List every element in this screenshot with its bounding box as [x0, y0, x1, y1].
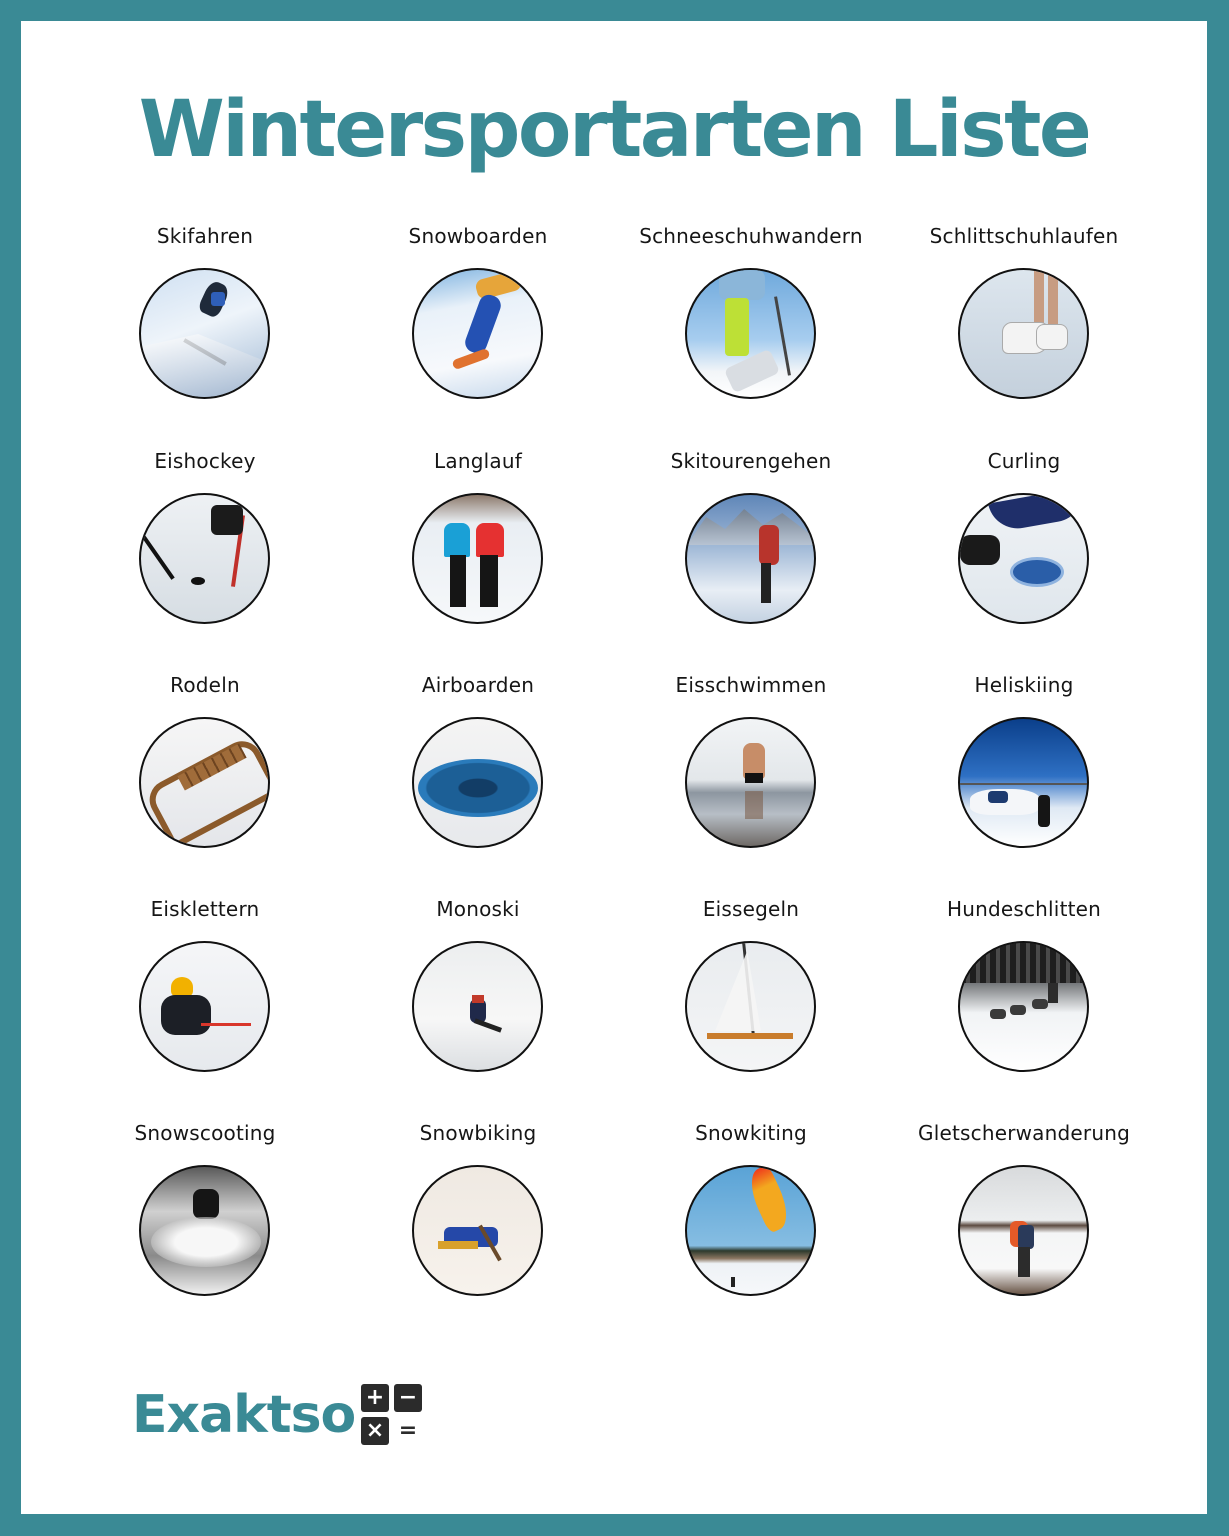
sport-card: [889, 670, 1159, 880]
sport-card: [889, 446, 1159, 656]
glacier-hiker-icon: [958, 1165, 1089, 1296]
photo-detail: [444, 523, 470, 557]
photo-detail: [438, 1241, 478, 1249]
photo-detail: [171, 977, 193, 997]
photo-detail: [462, 292, 503, 356]
sport-label: Snowkiting: [695, 1121, 807, 1145]
photo-detail: [1010, 557, 1064, 587]
sport-card: [70, 1118, 340, 1328]
page-title: Wintersportarten Liste: [138, 85, 1090, 175]
sport-card: [889, 221, 1159, 431]
monoski-icon: [412, 941, 543, 1072]
ice-swimmer-icon: [685, 717, 816, 848]
photo-detail: [472, 995, 484, 1003]
photo-detail: [1032, 999, 1048, 1009]
photo-detail: [988, 791, 1008, 803]
times-key-icon: ×: [361, 1417, 389, 1445]
sport-label: Schlittschuhlaufen: [929, 224, 1119, 248]
logo-wordmark: Exaktso: [132, 1385, 356, 1445]
sport-label: Gletscherwanderung: [918, 1121, 1130, 1145]
sport-card: [343, 1118, 613, 1328]
equals-key-icon: =: [398, 1418, 418, 1443]
photo-detail: [687, 505, 814, 545]
photo-detail: [960, 535, 1000, 565]
photo-detail: [1010, 1005, 1026, 1015]
photo-detail: [474, 270, 523, 301]
snowscooter-icon: [139, 1165, 270, 1296]
photo-detail: [193, 1189, 219, 1219]
ice-skates-icon: [958, 268, 1089, 399]
sport-label: Rodeln: [170, 673, 240, 697]
sport-card: [616, 670, 886, 880]
photo-detail: [139, 520, 175, 580]
photo-detail: [1018, 1247, 1030, 1277]
sport-card: [616, 446, 886, 656]
ice-hockey-icon: [139, 493, 270, 624]
sport-label: Skifahren: [156, 224, 254, 248]
photo-detail: [143, 734, 270, 848]
sport-card: [70, 446, 340, 656]
photo-detail: [151, 1217, 261, 1267]
skier-jumping-icon: [139, 268, 270, 399]
photo-detail: [1048, 270, 1058, 328]
snowkite-icon: [685, 1165, 816, 1296]
photo-detail: [707, 1033, 793, 1039]
sports-grid: [21, 21, 1207, 1514]
sport-label: Langlauf: [434, 449, 522, 473]
sport-card: [343, 670, 613, 880]
photo-detail: [450, 555, 466, 607]
sport-label: Monoski: [436, 897, 520, 921]
photo-detail: [1018, 1225, 1034, 1249]
helicopter-icon: [958, 717, 1089, 848]
sport-label: Snowbiking: [419, 1121, 537, 1145]
sport-card: [70, 221, 340, 431]
sport-label: Snowscooting: [134, 1121, 276, 1145]
photo-detail: [745, 791, 763, 819]
ski-touring-icon: [685, 493, 816, 624]
sport-label: Curling: [987, 449, 1061, 473]
page: [21, 21, 1207, 1514]
photo-detail: [715, 951, 761, 1031]
sport-label: Schneeschuhwandern: [639, 224, 863, 248]
photo-detail: [988, 493, 1088, 533]
photo-detail: [960, 783, 1087, 785]
sport-label: Eishockey: [154, 449, 256, 473]
photo-detail: [1038, 795, 1050, 827]
photo-detail: [719, 270, 765, 300]
sport-card: [616, 221, 886, 431]
photo-detail: [211, 292, 225, 306]
photo-detail: [476, 523, 504, 557]
photo-detail: [731, 1277, 735, 1287]
sport-card: [343, 221, 613, 431]
sport-label: Eissegeln: [702, 897, 800, 921]
photo-detail: [1034, 270, 1044, 330]
sport-label: Eisschwimmen: [675, 673, 827, 697]
snowshoe-hiker-icon: [685, 268, 816, 399]
sport-card: [889, 1118, 1159, 1328]
photo-detail: [418, 759, 538, 817]
photo-detail: [1036, 324, 1068, 350]
snowboarder-icon: [412, 268, 543, 399]
ice-climber-icon: [139, 941, 270, 1072]
calculator-icon: [361, 1384, 423, 1446]
photo-detail: [191, 577, 205, 585]
dog-sled-icon: [958, 941, 1089, 1072]
photo-detail: [759, 525, 779, 565]
sport-label: Snowboarden: [408, 224, 548, 248]
sport-card: [889, 894, 1159, 1104]
photo-detail: [990, 1009, 1006, 1019]
photo-detail: [201, 1023, 251, 1026]
photo-detail: [161, 995, 211, 1035]
sport-card: [616, 894, 886, 1104]
sport-card: [70, 894, 340, 1104]
curling-stone-icon: [958, 493, 1089, 624]
minus-key-icon: −: [394, 1384, 422, 1412]
sport-label: Skitourengehen: [670, 449, 832, 473]
sport-label: Heliskiing: [974, 673, 1074, 697]
photo-detail: [960, 943, 1087, 983]
photo-detail: [761, 563, 771, 603]
sport-card: [343, 894, 613, 1104]
sport-card: [616, 1118, 886, 1328]
plus-key-icon: +: [361, 1384, 389, 1412]
photo-detail: [141, 334, 268, 397]
photo-detail: [474, 1018, 502, 1032]
ice-sailboat-icon: [685, 941, 816, 1072]
photo-detail: [1048, 983, 1058, 1003]
photo-detail: [743, 1165, 795, 1234]
photo-detail: [480, 555, 498, 607]
cross-country-skiers-icon: [412, 493, 543, 624]
photo-detail: [211, 505, 243, 535]
sport-card: [343, 446, 613, 656]
snow-bike-icon: [412, 1165, 543, 1296]
sport-label: Hundeschlitten: [946, 897, 1102, 921]
sport-label: Airboarden: [421, 673, 535, 697]
wooden-sled-icon: [139, 717, 270, 848]
snow-tube-icon: [412, 717, 543, 848]
photo-detail: [725, 298, 749, 356]
photo-detail: [745, 773, 763, 783]
sport-card: [70, 670, 340, 880]
sport-label: Eisklettern: [150, 897, 260, 921]
